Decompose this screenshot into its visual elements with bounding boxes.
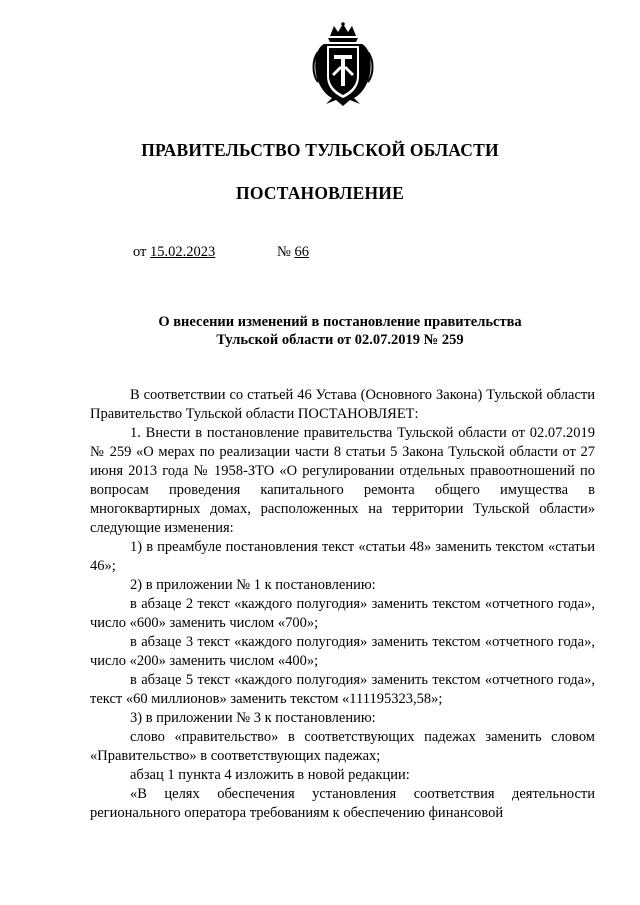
date-prefix: от (133, 244, 151, 260)
paragraph: в абзаце 5 текст «каждого полугодия» заменить текстом «отчетного года», текст «60 миллионов» заменить текстом «111195323,58»; (90, 672, 595, 707)
organization-name: ПРАВИТЕЛЬСТВО ТУЛЬСКОЙ ОБЛАСТИ (141, 140, 499, 160)
document-type: ПОСТАНОВЛЕНИЕ (236, 183, 404, 203)
title-line: Тульской области от 02.07.2019 № 259 (216, 332, 464, 348)
document-title (100, 313, 580, 349)
paragraph: «В целях обеспечения установления соответствия деятельности регионального оператора требованиям к обеспечению финансовой (90, 786, 595, 821)
document-body (90, 386, 595, 823)
paragraph: 1) в преамбуле постановления текст «статьи 48» заменить текстом «статьи 46»; (90, 539, 595, 574)
paragraph: 2) в приложении № 1 к постановлению: (130, 577, 376, 593)
tula-coat-of-arms-icon (310, 22, 376, 106)
document-date (133, 244, 215, 261)
document-number (277, 244, 309, 261)
paragraph: в абзаце 3 текст «каждого полугодия» заменить текстом «отчетного года», число «200» заменить числом «400»; (90, 634, 595, 669)
number-value: 66 (294, 244, 309, 260)
paragraph: 3) в приложении № 3 к постановлению: (130, 710, 376, 726)
paragraph: В соответствии со статьей 46 Устава (Основного Закона) Тульской области Правительство Тульской области ПОСТАНОВЛЯЕТ: (90, 387, 595, 422)
number-prefix: № (277, 244, 295, 260)
date-value: 15.02.2023 (150, 244, 216, 260)
title-line: О внесении изменений в постановление правительства (158, 314, 522, 330)
paragraph: в абзаце 2 текст «каждого полугодия» заменить текстом «отчетного года», число «600» заменить числом «700»; (90, 596, 595, 631)
paragraph: слово «правительство» в соответствующих падежах заменить словом «Правительство» в соответствующих падежах; (90, 729, 595, 764)
paragraph: абзац 1 пункта 4 изложить в новой редакции: (130, 767, 410, 783)
paragraph: 1. Внести в постановление правительства Тульской области от 02.07.2019 № 259 «О мерах по реализации части 8 статьи 5 Закона Тульской области от 27 июня 2013 года № 1958-ЗТО «О регулировании отдельных правоотношений по вопросам проведения капитального ремонта общего имущества в многоквартирных домах, расположенных на территории Тульской области» следующие изменения: (90, 425, 595, 536)
